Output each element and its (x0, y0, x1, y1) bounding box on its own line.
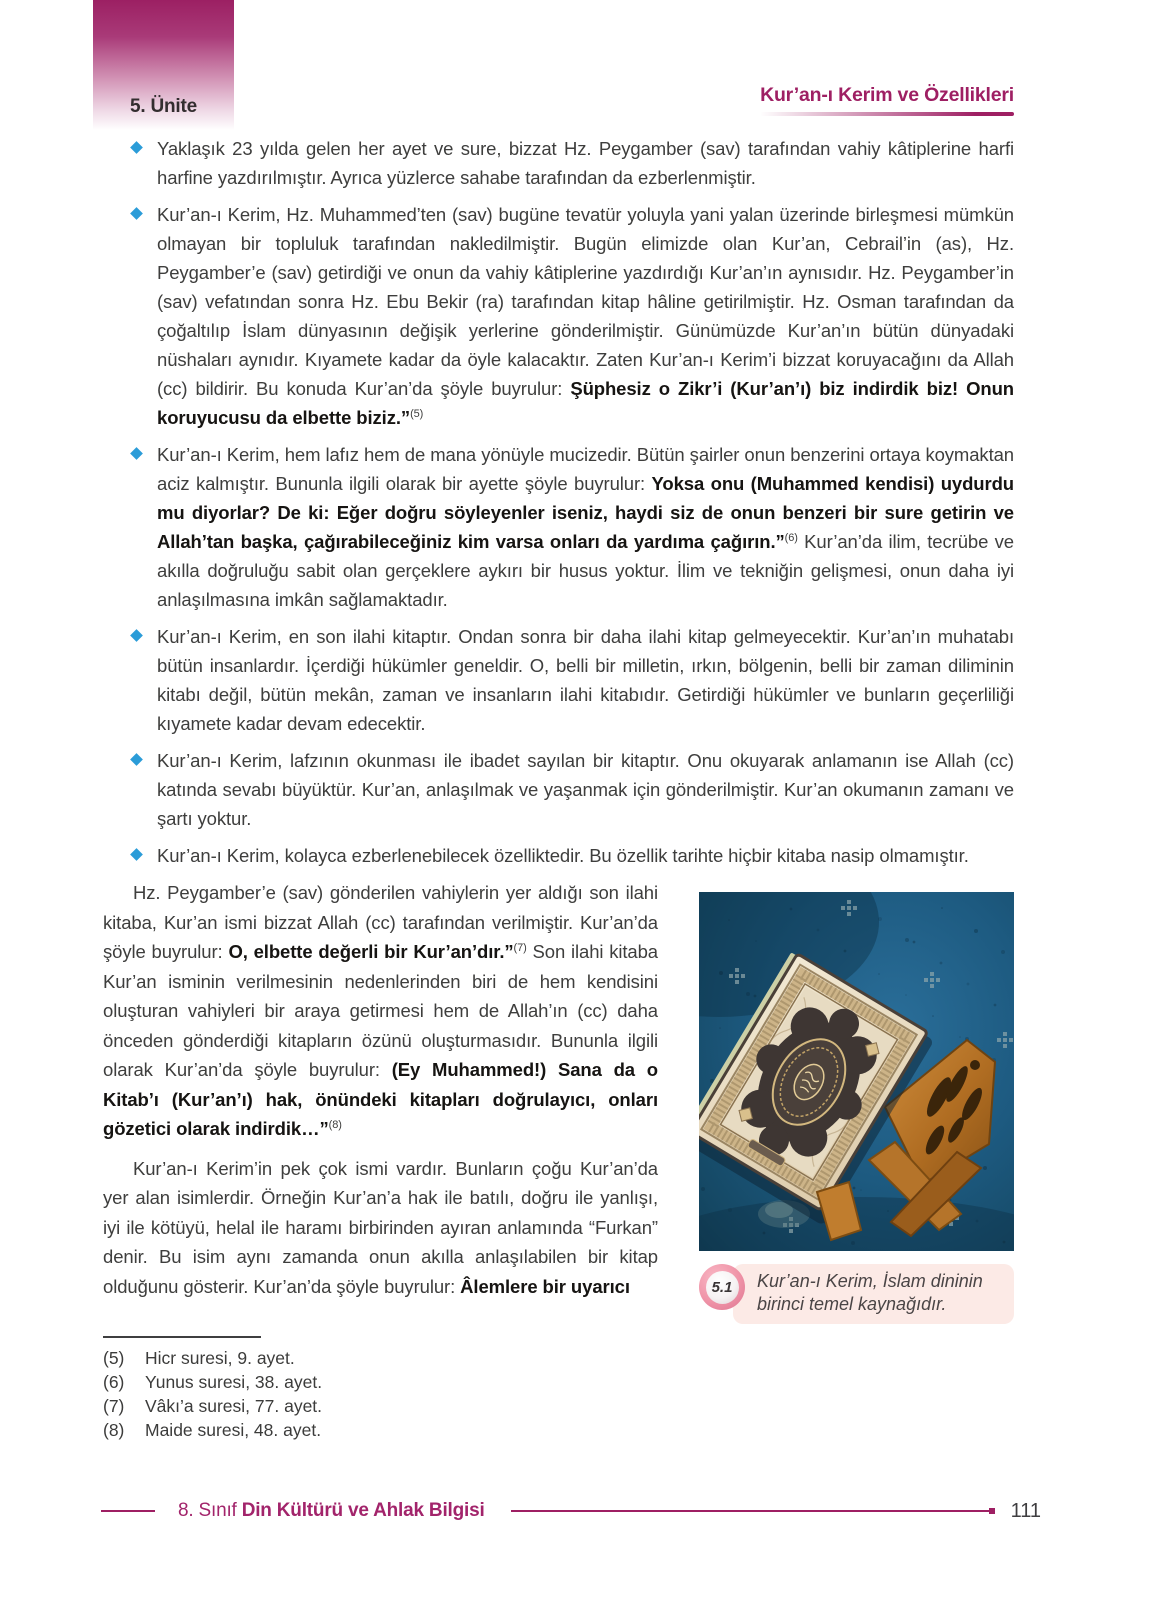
page-number: 111 (1010, 1499, 1041, 1522)
bullet-diamond-icon (130, 141, 143, 154)
footnote-text: Maide suresi, 48. ayet. (145, 1420, 322, 1440)
content-columns (103, 878, 1014, 1324)
main-content (103, 134, 1015, 1442)
footer-book-title: Din Kültürü ve Ahlak Bilgisi (241, 1500, 485, 1521)
body-paragraph: Hz. Peygamber’e (sav) gönderilen vahiylerin yer aldığı son ilahi kitaba, Kur’an ismi bizzat Allah (cc) tarafından verilmiştir. Kur’an’da şöyle buyrulur: O, elbette değerli bir Kur’an’dır.”$^{(7)}$ Son ilahi kitaba Kur’an isminin verilmesinin nedenlerinden biri de hem kendisini oluşturan vahiyleri bir araya getirmesi hem de Allah’ın (cc) daha önceden gönderdiği kitapların özünü oluşturmasıdır. Bununla ilgili olarak Kur’an’da şöyle buyrulur: (Ey Muhammed!) Sana da o Kitab’ı (Kur’an’ı) hak, önündeki kitapları doğrulayıcı, onları gözetici olarak indirdik…”$^{(8)}$ (103, 882, 658, 1139)
footer-grade-label: 8. Sınıf (178, 1500, 237, 1521)
footnotes (103, 1336, 623, 1442)
footnote-rule (103, 1336, 261, 1338)
bullet-item: Kur’an-ı Kerim, Hz. Muhammed’ten (sav) bugüne tevatür yoluyla yani yalan üzerinde birleşmesi mümkün olmayan bir topluluk tarafından nakledilmiştir. Bugün elimizde olan Kur’an, Cebrail’in (as), Hz. Peygamber’e (sav) getirdiği ve onun da vahiy kâtiplerine yazdırdığı Kur’an’ın aynısıdır. Hz. Peygamber’in (sav) vefatından sonra Hz. Ebu Bekir (ra) tarafından kitap hâline getirilmiştir. Hz. Osman tarafından da çoğaltılıp İslam dünyasının değişik yerlerine gönderilmiştir. Günümüzde Kur’an’ın bütün dünyadaki nüshaları aynıdır. Kıyamete kadar da öyle kalacaktır. Zaten Kur’an-ı Kerim’i bizzat koruyacağını da Allah (cc) bildirir. Bu konuda Kur’an’da şöyle buyrulur: Şüphesiz o Zikr’i (Kur’an’ı) biz indirdik biz! Onun koruyucusu da elbette biziz.”$^{(5)}$ (128, 200, 1014, 432)
page-footer (0, 1496, 1151, 1526)
footnote-item (103, 1346, 623, 1370)
footnote-text: Hicr suresi, 9. ayet. (145, 1348, 295, 1368)
bullet-diamond-icon (130, 753, 143, 766)
bullet-item: Kur’an-ı Kerim, hem lafız hem de mana yönüyle mucizedir. Bütün şairler onun benzerini ortaya koymaktan aciz kalmıştır. Bununla ilgili olarak bir ayette şöyle buyrulur: Yoksa onu (Muhammed kendisi) uydurdu mu diyorlar? De ki: Eğer doğru söyleyenler iseniz, haydi siz de onun benzeri bir sure getirin ve Allah’tan başka, çağırabileceğiniz kim varsa onları da yardıma çağırın.”$^{(6)}$ Kur’an’da ilim, tecrübe ve akılla doğruluğu sabit olan gerçeklere aykırı bir husus yoktur. İlim ve tekniğin gelişmesi, onun daha iyi anlaşılmasına imkân sağlamaktadır. (128, 440, 1014, 614)
bullet-item: Kur’an-ı Kerim, lafzının okunması ile ibadet sayılan bir kitaptır. Onu okuyarak anlamanın ise Allah (cc) katında sevabı büyüktür. Kur’an, anlaşılmak ve yaşanmak için gönderilmiştir. Kur’an okumanın zamanı ve şartı yoktur. (128, 746, 1014, 833)
footnote-number: (5) (103, 1348, 125, 1368)
bullet-list (128, 134, 1014, 870)
footnote-number: (7) (103, 1396, 125, 1416)
footer-rule-right (511, 1510, 995, 1512)
footnote-item (103, 1370, 623, 1394)
unit-banner (93, 0, 234, 130)
title-underline (760, 112, 1014, 116)
figure-column (699, 878, 1014, 1324)
footnote-list (103, 1346, 623, 1442)
footer-book-label (178, 1500, 485, 1522)
bullet-item: Yaklaşık 23 yılda gelen her ayet ve sure, bizzat Hz. Peygamber (sav) tarafından vahiy kâtiplerine harfi harfine yazdırılmıştır. Ayrıca yüzlerce sahabe tarafından da ezberlenmiştir. (128, 134, 1014, 192)
bullet-diamond-icon (130, 629, 143, 642)
figure-caption-text: Kur’an-ı Kerim, İslam dininin birinci temel kaynağıdır. (733, 1264, 1014, 1324)
footer-rule-left (101, 1510, 155, 1512)
bullet-item: Kur’an-ı Kerim, kolayca ezberlenebilecek özelliktedir. Bu özellik tarihte hiçbir kitaba nasip olmamıştır. (128, 841, 1014, 870)
chapter-title: Kur’an-ı Kerim ve Özellikleri (760, 84, 1014, 106)
footnote-number: (8) (103, 1420, 125, 1440)
figure-caption (699, 1264, 1014, 1324)
bullet-item: Kur’an-ı Kerim, en son ilahi kitaptır. Ondan sonra bir daha ilahi kitap gelmeyecektir. Kur’an’ın muhatabı bütün insanlardır. İçerdiği hükümler geneldir. O, belli bir milletin, ırkın, bölgenin, belli bir zaman diliminin kitabı değil, bütün mekân, zaman ve insanların ilahi kitabıdır. Getirdiği hükümler ve bunların geçerliliği kıyamete kadar devam edecektir. (128, 622, 1014, 738)
footnote-number: (6) (103, 1372, 125, 1392)
figure-number: 5.1 (711, 1278, 733, 1296)
quran-on-rehal-photo (699, 892, 1014, 1251)
unit-label: 5. Ünite (129, 96, 198, 117)
bullet-diamond-icon (130, 447, 143, 460)
left-text-column (103, 878, 658, 1324)
figure-number-badge (699, 1264, 745, 1310)
page-heading (760, 84, 1014, 116)
footnote-text: Yunus suresi, 38. ayet. (145, 1372, 323, 1392)
footnote-text: Vâkı’a suresi, 77. ayet. (145, 1396, 323, 1416)
footnote-item (103, 1418, 623, 1442)
bullet-diamond-icon (130, 207, 143, 220)
body-paragraph: Kur’an-ı Kerim’in pek çok ismi vardır. Bunların çoğu Kur’an’da yer alan isimlerdir. Örneğin Kur’an’a hak ile batılı, doğru ile yanlışı, iyi ile kötüyü, helal ile haramı birbirinden ayıran anlamında “Furkan” denir. Bu isim aynı zamanda onun akılla anlaşılabilen bir kitap olduğunu gösterir. Kur’an’da şöyle buyrulur: Âlemlere bir uyarıcı (103, 1157, 658, 1297)
bullet-diamond-icon (130, 848, 143, 861)
footnote-item (103, 1394, 623, 1418)
